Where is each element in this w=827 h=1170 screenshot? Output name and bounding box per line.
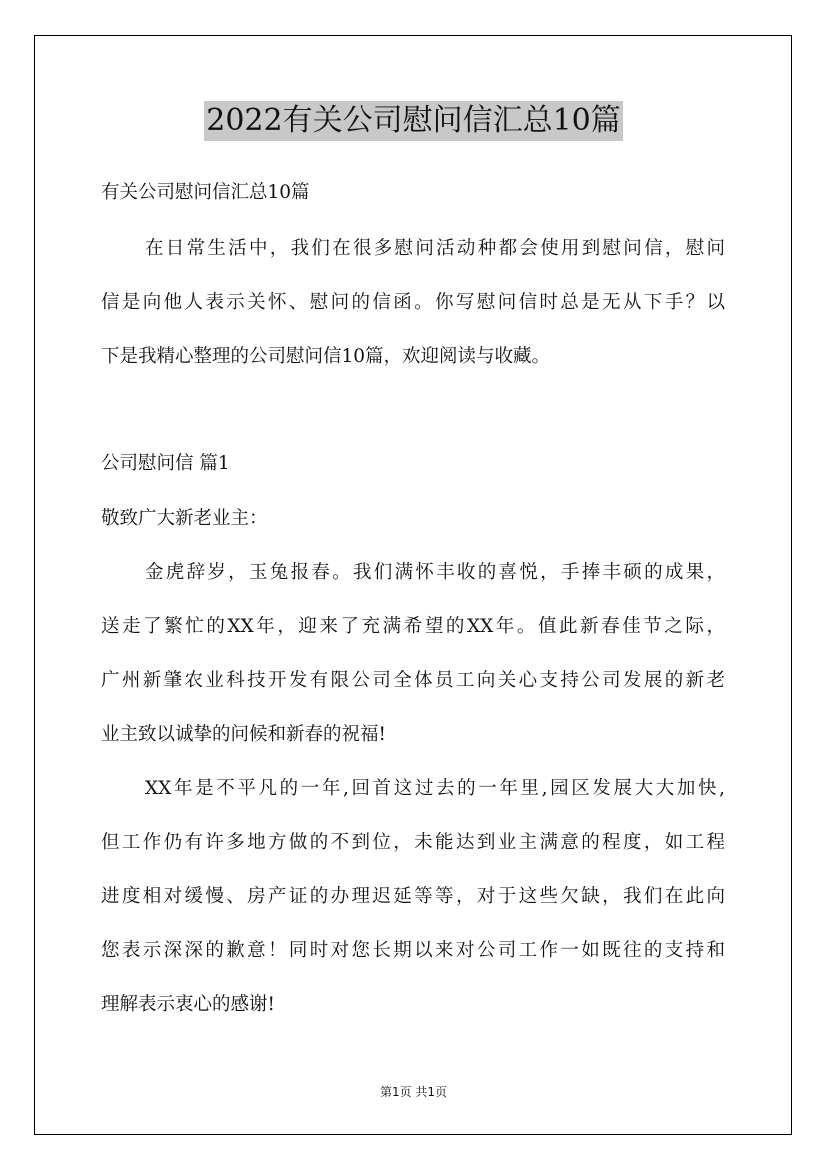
para2-line-1: XX年是不平凡的一年,回首这过去的一年里,园区发展大大加快, xyxy=(145,778,725,799)
salutation: 敬致广大新老业主： xyxy=(101,508,268,529)
para2-line-5: 理解表示衷心的感谢! xyxy=(101,994,275,1015)
para1-line-2: 送走了繁忙的XX年，迎来了充满希望的XX年。值此新春佳节之际， xyxy=(101,616,725,637)
page-footer: 第1页 共1页 xyxy=(379,1085,448,1099)
para1-line-1: 金虎辞岁，玉兔报春。我们满怀丰收的喜悦，手捧丰硕的成果， xyxy=(145,562,725,583)
title-container xyxy=(0,101,827,141)
document-subtitle: 有关公司慰问信汇总10篇 xyxy=(101,182,310,203)
para1-line-4: 业主致以诚挚的问候和新春的祝福! xyxy=(101,724,386,745)
para2-line-3: 进度相对缓慢、房产证的办理迟延等等，对于这些欠缺，我们在此向 xyxy=(101,886,725,907)
para2-line-4: 您表示深深的歉意！同时对您长期以来对公司工作一如既往的支持和 xyxy=(101,940,725,961)
document-title: 2022有关公司慰问信汇总10篇 xyxy=(204,101,623,141)
intro-line-2: 信是向他人表示关怀、慰问的信函。你写慰问信时总是无从下手？以 xyxy=(101,292,725,313)
intro-line-3: 下是我精心整理的公司慰问信10篇，欢迎阅读与收藏。 xyxy=(101,346,551,367)
para2-line-2: 但工作仍有许多地方做的不到位，未能达到业主满意的程度，如工程 xyxy=(101,832,725,853)
intro-line-1: 在日常生活中，我们在很多慰问活动种都会使用到慰问信，慰问 xyxy=(145,238,725,259)
para1-line-3: 广州新肇农业科技开发有限公司全体员工向关心支持公司发展的新老 xyxy=(101,670,725,691)
section-heading: 公司慰问信 篇1 xyxy=(101,453,230,474)
